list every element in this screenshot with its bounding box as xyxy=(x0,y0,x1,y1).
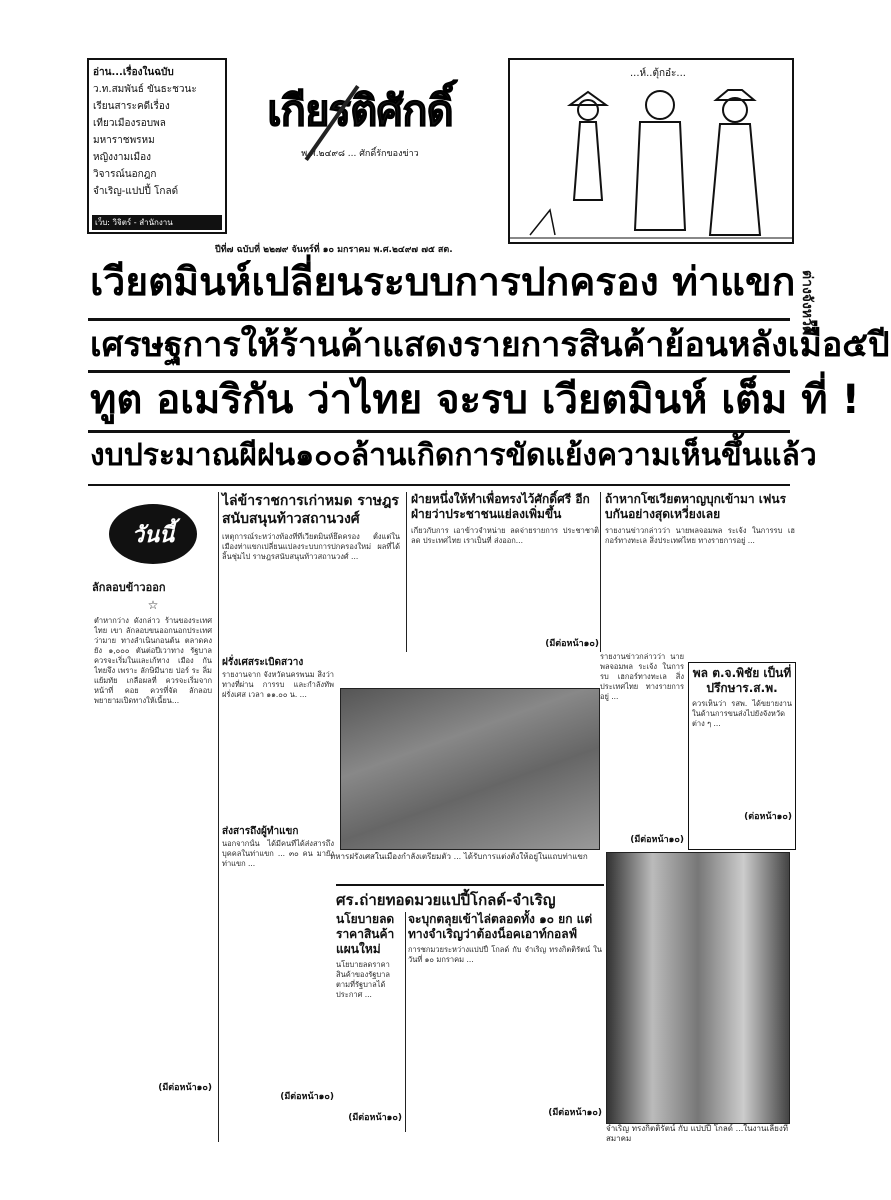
col5-body: ควรเห็นว่า รสพ. ได้ขยายงานในด้านการขนส่งไปยังจังหวัด ต่าง ๆ ... xyxy=(692,699,792,728)
col3-body: เกี่ยวกับการ เอาข้าวจำหน่าย ลดจ่ายรายการ ประชาชาติ ลด ประเทศไทย เราเป็นที่ ส่งออก... xyxy=(411,526,599,545)
boxers-photo xyxy=(606,852,790,1124)
index-item: เรียนสาระคดีเรื่อง xyxy=(93,101,170,112)
index-item: มหาราชพรหม xyxy=(93,135,155,146)
col5-headline: พล ต.จ.พิชัย เป็นที่ปรึกษาร.ส.พ. xyxy=(692,666,792,695)
bottom-left-body: นโยบายลดราคาสินค้าของรัฐบาล ตามที่รัฐบาลได้ประกาศ ... xyxy=(336,960,390,999)
index-item: ว.ท.สมพันธ์ ขันธะชวนะ xyxy=(93,84,197,95)
masthead xyxy=(220,78,500,228)
index-item: จำเริญ-แปปปี้ โกลด์ xyxy=(93,186,179,197)
column-4 xyxy=(600,492,795,652)
left-cont: (มีต่อหน้า๑๐) xyxy=(158,1083,212,1093)
boxers-photo-caption: จำเริญ ทรงกิตติรัตน์ กับ แปปปี้ โกลด์ ...ในงานเลี้ยงที่สมาคม xyxy=(606,1124,788,1143)
column-2 xyxy=(222,492,400,652)
column-3 xyxy=(406,492,599,652)
col2-headline: ไล่ข้าราชการเก่าหมด ราษฎรสนับสนุนท้าวสถานวงศ์ xyxy=(222,493,399,527)
col4-cont: (มีต่อหน้า๑๐) xyxy=(630,835,684,845)
bottom-left-headline: นโยบายลดราคาสินค้าแผนใหม่ xyxy=(336,912,395,956)
column-4-lower xyxy=(600,652,684,847)
cartoon-illustration xyxy=(510,60,792,242)
index-footer: เว็บ: วิจิตร์ - สำนักงาน xyxy=(92,215,222,230)
bottom-mid-cont: (มีต่อหน้า๑๐) xyxy=(548,1108,602,1118)
col5-cont: (ต่อหน้า๑๐) xyxy=(744,812,792,822)
col2-sub1: ฝรั่งเศสระเบิดสวาง xyxy=(222,657,304,668)
masthead-logo: เกียรติศักดิ์ xyxy=(267,86,453,135)
col4-body-cont: รายงานข่าวกล่าวว่า นายพลจอมพล ระเจ้ง ในการรบ เฮกอร์ทางทะเล สิ่งประเทศไทย ทางรายการอยู่ ... xyxy=(600,652,684,701)
col2-cont: (มีต่อหน้า๑๐) xyxy=(280,1092,334,1102)
headline-4: งบประมาณผีฝน๑๐๐ล้านเกิดการขัดแย้งความเห็นขึ้นแล้ว xyxy=(90,438,817,473)
index-item: วิจารณ์นอกฎก xyxy=(93,169,157,180)
center-photo-caption: ทหารฝรั่งเศสในเมืองกำลังเตรียมตัว ... ได้รับการแต่งตั้งให้อยู่ในแถบท่าแขก xyxy=(330,852,588,861)
col2-sub2: ส่งสารถึงผู้ทำแขก xyxy=(222,826,299,837)
bottom-mid-headline: จะบุกตลุยเข้าไล่ตลอดทั้ง ๑๐ ยก แต่ทางจำเริญว่าต้องน็อคเอาท์กอลฟ์ xyxy=(408,912,593,941)
left-body: ตำหากว่าง ดังกล่าว ร้านของระเทศ ไทย เขา ลักลอบขนออกนอกประเทศว่ามาย ทางลำเนินกอนต้น ตลาดคงยัง ๑,๐๐๐ ตันต่อปีเวาทาง รัฐบาล ควรจะเริ่มในและเก้ทาง เมือง กัน ไทยจึง เพราะ ลักษิมีนาย ปอร์ ระ ลิ่มแย้มทัย เกลือผลที่ ควรจะเริ่มจากหน้าที่ คอย ควรที่จัด ลักลอบ พยายามเปิดทางให้เนี้ยน... xyxy=(94,616,212,705)
col2-body2: รายงานจาก จังหวัดนครพนม สิ่งว่าทางที่ผ่าน การรบ และกำลังทัพ ฝรั่งเศส เวลา ๑๑.๐๐ น. ... xyxy=(222,670,334,699)
left-column xyxy=(88,492,219,1142)
left-headline: ลักลอบข้าวออก xyxy=(92,581,166,594)
cartoon-caption: ...ห์..ตุ้กอ๋ะ... xyxy=(630,68,686,79)
today-badge: วันนี้ xyxy=(109,504,197,564)
bottom-banner: ศร.ถ่ายทอดมวยแปปี้โกลด์-จำเริญ xyxy=(336,891,556,909)
headline-3: ทูต อเมริกัน ว่าไทย จะรบ เวียตมินห์ เต็ม ที่ ! xyxy=(90,377,860,423)
col4-body: รายงานข่าวกล่าวว่า นายพลจอมพล ระเจ้ง ในการรบ เฮกอร์ทางทะเล สิ่งประเทศไทย ทางรายการอยู่ ... xyxy=(605,526,795,545)
index-item: เทียวเมืองรอบพล xyxy=(93,118,166,129)
headline-1: เวียตมินห์เปลี่ยนระบบการปกครอง ท่าแขก xyxy=(90,260,796,305)
bottom-mid-body: การชกมวยระหว่างแปปปี้ โกลด์ กับ จำเริญ ทรงกิตติรัตน์ ในวันที่ ๑๐ มกราคม ... xyxy=(408,945,602,964)
index-item: หญิงงามเมือง xyxy=(93,152,151,163)
index-item: อ่าน...เรื่องในฉบับ xyxy=(93,67,174,78)
index-box xyxy=(87,58,227,234)
issue-line: ปีที่๗ ฉบับที่ ๒๒๗๙ จันทร์ที่ ๑๐ มกราคม พ.ศ.๒๔๙๗ ๗๕ สต. xyxy=(215,245,453,255)
index-list xyxy=(93,64,221,200)
col3-headline: ฝ่ายหนึ่งให้ทำเพื่อทรงไว้ศักดิ์ศรี อีกฝ่ายว่าประชาชนแย่ลงเพิ่มขึ้น xyxy=(411,492,590,521)
col2-body: เหตุการณ์ระหว่างท้องที่ที่เวียตมินห์ยึดครอง ตั้งแต่ในเมืองท่าแขกเปลี่ยนแปลงระบบการปกครองใหม่ ผลที่ได้ ลิ้นชุ่มไป ราษฎรสนับสนุนท้าวสถานวงศ์ ... xyxy=(222,532,400,561)
column-2-lower xyxy=(222,655,334,1125)
bottom-left-article xyxy=(336,912,406,1132)
masthead-subtext: พ.ศ.๒๔๙๘ ... ศักดิ์รักของข่าว xyxy=(301,149,419,159)
column-5 xyxy=(688,662,796,850)
headline-2: เศรษฐการให้ร้านค้าแสดงรายการสินค้าย้อนหลังเมื่อ๕ปี xyxy=(90,325,890,365)
bottom-left-cont: (มีต่อหน้า๑๐) xyxy=(348,1113,402,1123)
bottom-mid-article xyxy=(408,912,602,1132)
star-icon: ☆ xyxy=(147,598,159,612)
center-photo xyxy=(340,688,600,850)
col2-body3: นอกจากนั้น ได้มีคนที่ได้ส่งสารถึง บุคคลในท่าแขก ... ๓๐ คน มายังท่าแขก ... xyxy=(222,839,334,868)
cartoon-panel xyxy=(508,58,794,244)
col3-cont: (มีต่อหน้า๑๐) xyxy=(545,639,599,649)
col4-headline: ถ้าหากโซเวียตหาญบุกเข้ามา เฟนรบกันอย่างสุดเหวี่ยงเลย xyxy=(605,492,787,521)
side-vertical-label: ต่างจังหวัด xyxy=(799,270,815,336)
